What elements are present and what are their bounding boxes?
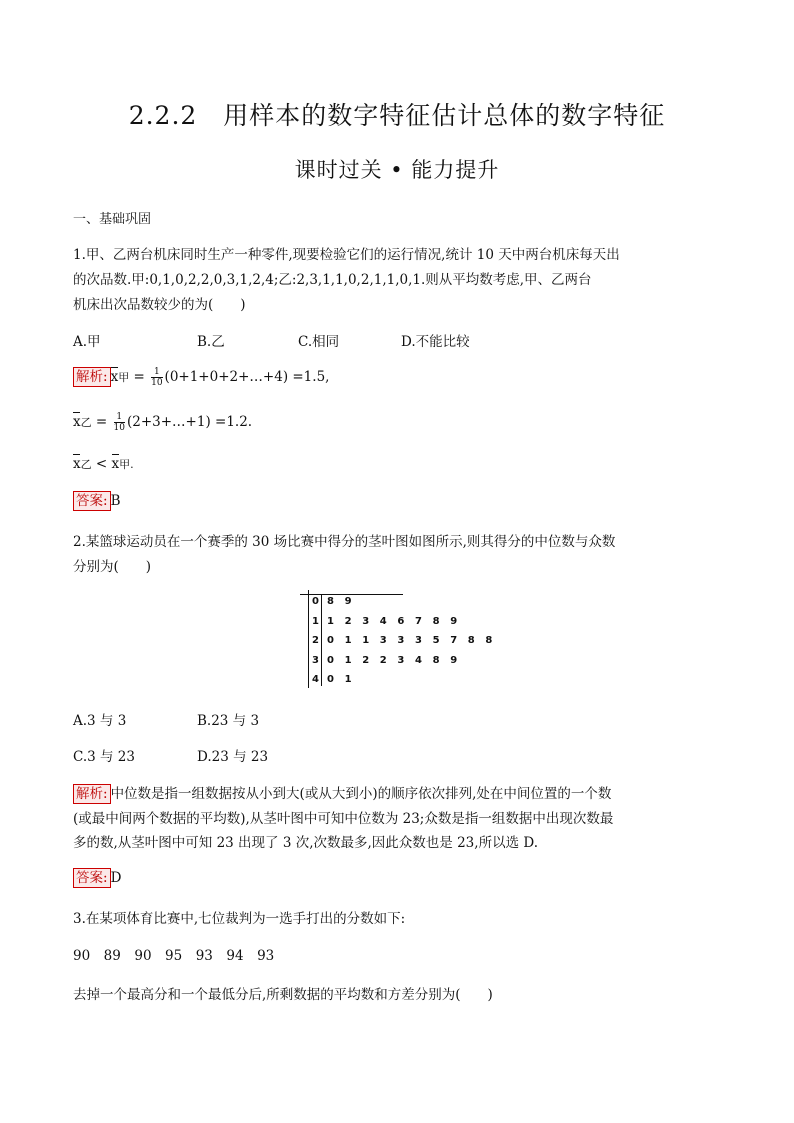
q1-line-2: 的次品数.甲:0,1,0,2,2,0,3,1,2,4;乙:2,3,1,1,0,2,1,1,0,1.则从平均数考虑,甲、乙两台: [73, 272, 592, 288]
q3-scores: 90 89 90 95 93 94 93: [73, 948, 275, 964]
leaf-value: 8: [432, 654, 440, 666]
q1-solution-line-2: x乙 = $\frac{1}{10}$ (2+3+…+1) =1.2.: [73, 412, 253, 433]
q1-line-1: 1.甲、乙两台机床同时生产一种零件,现要检验它们的运行情况,统计 10 天中两台机床每天出: [73, 247, 620, 263]
q2-analysis-line-1: 解析: 中位数是指一组数据按从小到大(或从大到小)的顺序依次排列,处在中间位置的一个数: [73, 782, 611, 804]
stem-leaf-divider-2: [321, 594, 322, 686]
q2-analysis-line-3: 多的数,从茎叶图中可知 23 出现了 3 次,次数最多,因此众数也是 23,所以选 D.: [73, 835, 538, 851]
leaf-value: 1: [344, 635, 352, 646]
q1-option-a: A.甲: [73, 334, 101, 350]
q1-answer: [73, 491, 120, 511]
q1-solution-line-1: 解析: x甲 = $\frac{1}{10}$ (0+1+0+2+…+4) =1.5,: [73, 367, 329, 388]
leaf-value: 3: [397, 635, 405, 646]
q2-line-1: 2.某篮球运动员在一个赛季的 30 场比赛中得分的茎叶图如图所示,则其得分的中位数与众数: [73, 534, 616, 550]
fraction: $\frac{1}{10}$: [151, 367, 163, 388]
leaf-value: 8: [432, 615, 440, 627]
leaf-value: 9: [344, 596, 352, 607]
q1-solution-line-3: x乙 < x甲.: [73, 456, 134, 472]
stem-value: 3: [312, 654, 319, 666]
q2-answer: [73, 868, 121, 888]
stem-leaf-divider: [308, 590, 309, 688]
q3-line-2: 去掉一个最高分和一个最低分后,所剩数据的平均数和方差分别为( ): [73, 987, 493, 1003]
leaf-value: 1: [362, 635, 370, 646]
mean-symbol: x: [110, 369, 119, 385]
stem-leaf-top-rule: [300, 594, 403, 595]
page-title: 2.2.2 用样本的数字特征估计总体的数字特征: [128, 101, 666, 130]
leaf-value: 6: [397, 615, 405, 627]
stem-leaf-plot: [300, 590, 510, 690]
leaf-value: 7: [415, 615, 422, 627]
section-heading: 一、基础巩固: [73, 212, 152, 227]
leaf-value: 1: [344, 654, 352, 666]
q2-option-d: D.23 与 23: [197, 749, 269, 765]
stem-value: 1: [312, 615, 319, 627]
leaf-value: 3: [397, 654, 405, 666]
q1-option-c: C.相同: [298, 334, 340, 350]
leaf-value: 1: [327, 615, 334, 627]
answer-value: B: [110, 493, 121, 509]
answer-tag: 答案:: [73, 491, 111, 511]
leaf-value: 0: [327, 674, 334, 685]
mean-symbol: x: [73, 414, 81, 430]
mean-symbol: x: [111, 456, 120, 472]
analysis-tag: 解析:: [73, 367, 111, 387]
page-subtitle: 课时过关 • 能力提升: [294, 158, 500, 182]
leaf-value: 4: [379, 615, 387, 627]
leaf-value: 4: [415, 654, 422, 666]
leaf-value: 8: [327, 596, 334, 607]
q2-option-b: B.23 与 3: [197, 713, 260, 729]
leaf-value: 8: [485, 635, 493, 646]
q2-line-2: 分别为( ): [73, 559, 152, 575]
q3-line-1: 3.在某项体育比赛中,七位裁判为一选手打出的分数如下:: [73, 911, 406, 927]
leaf-value: 9: [450, 615, 458, 627]
q2-option-c: C.3 与 23: [73, 749, 135, 765]
q1-option-d: D.不能比较: [401, 334, 470, 350]
leaf-value: 5: [432, 635, 440, 646]
leaf-value: 8: [467, 635, 475, 646]
leaf-value: 0: [327, 635, 334, 646]
leaf-value: 2: [379, 654, 387, 666]
mean-symbol: x: [73, 456, 81, 472]
fraction: $\frac{1}{10}$: [113, 412, 125, 433]
leaf-value: 2: [344, 615, 352, 627]
stem-value: 0: [312, 596, 319, 607]
leaf-value: 1: [344, 674, 352, 685]
analysis-tag: 解析:: [73, 784, 111, 804]
q1-option-b: B.乙: [197, 334, 225, 350]
leaf-value: 9: [450, 654, 458, 666]
leaf-value: 3: [379, 635, 387, 646]
stem-value: 2: [312, 635, 319, 646]
leaf-value: 2: [362, 654, 370, 666]
leaf-value: 7: [450, 635, 458, 646]
q2-analysis-line-2: (或最中间两个数据的平均数),从茎叶图中可知中位数为 23;众数是指一组数据中出现次数最: [73, 811, 614, 827]
leaf-value: 0: [327, 654, 334, 666]
q2-option-a: A.3 与 3: [73, 713, 127, 729]
answer-tag: 答案:: [73, 868, 111, 888]
stem-value: 4: [312, 674, 319, 685]
q1-line-3: 机床出次品数较少的为( ): [73, 297, 246, 313]
leaf-value: 3: [415, 635, 422, 646]
leaf-value: 3: [362, 615, 370, 627]
answer-value: D: [110, 870, 122, 886]
